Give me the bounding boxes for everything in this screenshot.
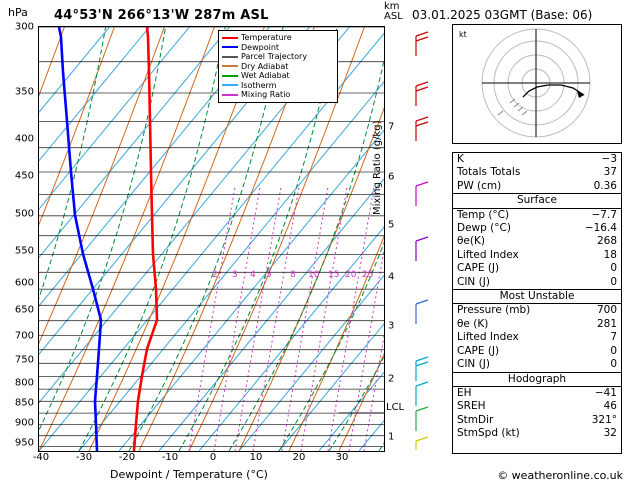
stat-label-cape-mu: CAPE (J) xyxy=(457,344,500,357)
mixing-ratio-label-2: 2 xyxy=(212,270,218,280)
x-axis-label: Dewpoint / Temperature (°C) xyxy=(110,468,268,481)
mixing-ratio-label-3: 3 xyxy=(232,270,238,280)
legend-label-isotherm: Isotherm xyxy=(241,80,277,90)
stat-row-cin-mu xyxy=(453,358,621,372)
svg-text:kt: kt xyxy=(459,30,467,39)
copyright-credit: © weatheronline.co.uk xyxy=(497,469,623,482)
stat-header-hodograph-label: Hodograph xyxy=(453,372,621,386)
stat-header-surface-label: Surface xyxy=(453,194,621,208)
stat-value-totals: 37 xyxy=(603,166,617,179)
xtick-30: 30 xyxy=(335,452,349,463)
kmtick-2: 2 xyxy=(388,373,395,385)
legend-label-dry-adiabat: Dry Adiabat xyxy=(241,61,289,71)
stat-row-thetae-sfc xyxy=(453,235,621,248)
stat-header-hodograph xyxy=(453,372,621,386)
stat-row-stmdir xyxy=(453,414,621,427)
stat-header-surface xyxy=(453,194,621,208)
ytick-950: 950 xyxy=(14,437,34,449)
stat-label-cape-sfc: CAPE (J) xyxy=(457,262,500,275)
legend-swatch-dewpoint xyxy=(222,46,238,48)
legend-swatch-temperature xyxy=(222,37,238,39)
kmtick-1: 1 xyxy=(388,431,395,443)
stat-value-pressure: 700 xyxy=(596,304,617,317)
legend-label-dewpoint: Dewpoint xyxy=(241,42,280,52)
stat-row-totals xyxy=(453,166,621,179)
legend-item-dry-adiabat xyxy=(222,62,334,72)
xtick--20: -20 xyxy=(118,452,136,463)
stat-value-li-mu: 7 xyxy=(610,331,617,344)
hodograph xyxy=(452,24,622,144)
stat-row-cin-sfc xyxy=(453,276,621,290)
legend-swatch-wet-adiabat xyxy=(222,75,238,77)
mixing-ratio-label-20: 20 xyxy=(345,270,357,280)
stat-label-thetae-mu: θe (K) xyxy=(457,317,489,330)
xtick--40: -40 xyxy=(32,452,50,463)
legend-label-temperature: Temperature xyxy=(241,33,292,42)
stat-row-li-mu xyxy=(453,331,621,344)
stat-row-k xyxy=(453,153,621,166)
stat-value-li-sfc: 18 xyxy=(603,248,617,261)
stat-value-stmdir: 321° xyxy=(591,413,617,426)
stat-row-stmspd xyxy=(453,427,621,440)
stat-label-thetae-sfc: θe(K) xyxy=(457,235,485,248)
stat-row-cape-sfc xyxy=(453,262,621,275)
legend-swatch-mixing-ratio xyxy=(222,94,238,96)
xtick--10: -10 xyxy=(161,452,179,463)
stat-row-cape-mu xyxy=(453,345,621,358)
ytick-300: 300 xyxy=(14,21,34,33)
ytick-500: 500 xyxy=(14,208,34,220)
stat-label-eh: EH xyxy=(457,386,472,399)
stat-row-thetae-mu xyxy=(453,318,621,331)
ytick-600: 600 xyxy=(14,277,34,289)
stat-label-cin-mu: CIN (J) xyxy=(457,358,490,371)
stat-value-cape-sfc: 0 xyxy=(610,262,617,275)
stat-value-temp: −7.7 xyxy=(591,208,617,221)
stat-value-cin-mu: 0 xyxy=(610,358,617,371)
mixing-ratio-label-25: 25 xyxy=(362,270,374,280)
stat-label-stmspd: StmSpd (kt) xyxy=(457,427,520,440)
km-axis-label: km ASL xyxy=(384,1,403,22)
ytick-800: 800 xyxy=(14,377,34,389)
stat-row-eh xyxy=(453,386,621,400)
legend-swatch-isotherm xyxy=(222,84,238,86)
kmtick-6: 6 xyxy=(388,171,395,183)
stat-row-pressure xyxy=(453,304,621,318)
ytick-450: 450 xyxy=(14,170,34,182)
mixing-ratio-label-5: 5 xyxy=(266,270,272,280)
ytick-550: 550 xyxy=(14,245,34,257)
mixing-ratio-label-15: 15 xyxy=(328,270,340,280)
ytick-400: 400 xyxy=(14,133,34,145)
stat-value-k: −3 xyxy=(601,153,617,165)
stat-label-pressure: Pressure (mb) xyxy=(457,304,531,317)
legend-item-temperature xyxy=(222,33,334,43)
xtick-10: 10 xyxy=(249,452,263,463)
stat-value-dewp: −16.4 xyxy=(584,222,617,235)
ytick-900: 900 xyxy=(14,417,34,429)
mixing-ratio-axis-label: Mixing Ratio (g/kg) xyxy=(372,120,383,215)
stat-row-temp xyxy=(453,208,621,222)
stat-label-stmdir: StmDir xyxy=(457,413,494,426)
hodograph-svg xyxy=(453,25,619,141)
kmtick-7: 7 xyxy=(388,121,395,133)
stat-row-sreh xyxy=(453,400,621,413)
xtick-20: 20 xyxy=(292,452,306,463)
stat-header-unstable-label: Most Unstable xyxy=(453,290,621,304)
pressure-unit-label: hPa xyxy=(8,6,28,19)
stat-label-li-sfc: Lifted Index xyxy=(457,248,519,261)
legend-label-wet-adiabat: Wet Adiabat xyxy=(241,71,290,80)
xtick-0: 0 xyxy=(209,452,217,463)
stat-value-thetae-sfc: 268 xyxy=(596,235,617,248)
kmtick-5: 5 xyxy=(388,219,395,231)
legend-label-parcel: Parcel Trajectory xyxy=(241,52,308,61)
mixing-ratio-label-10: 10 xyxy=(308,270,320,280)
stats-table xyxy=(453,153,621,441)
legend-item-mixing-ratio xyxy=(222,90,334,100)
stats-panel xyxy=(452,152,622,454)
legend-swatch-dry-adiabat xyxy=(222,65,238,67)
xtick--30: -30 xyxy=(75,452,93,463)
legend-item-dewpoint xyxy=(222,43,334,53)
legend-swatch-parcel xyxy=(222,56,238,58)
stat-row-li-sfc xyxy=(453,249,621,262)
legend-item-parcel xyxy=(222,52,334,62)
stat-label-cin-sfc: CIN (J) xyxy=(457,275,490,288)
stat-value-sreh: 46 xyxy=(603,400,617,413)
ytick-350: 350 xyxy=(14,86,34,98)
stat-value-cape-mu: 0 xyxy=(610,344,617,357)
run-title: 03.01.2025 03GMT (Base: 06) xyxy=(412,8,593,22)
stat-label-dewp: Dewp (°C) xyxy=(457,222,511,235)
ytick-850: 850 xyxy=(14,397,34,409)
stat-header-unstable xyxy=(453,290,621,304)
ytick-700: 700 xyxy=(14,330,34,342)
mixing-ratio-label-4: 4 xyxy=(250,270,256,280)
stat-label-k: K xyxy=(457,153,464,165)
wind-barb-column xyxy=(400,26,448,450)
stat-value-pw: 0.36 xyxy=(593,179,617,192)
stat-label-temp: Temp (°C) xyxy=(457,208,510,221)
kmtick-4: 4 xyxy=(388,271,395,283)
legend-item-wet-adiabat xyxy=(222,71,334,81)
station-title: 44°53'N 266°13'W 287m ASL xyxy=(54,8,269,23)
stat-value-eh: −41 xyxy=(594,386,617,399)
legend-label-mixing-ratio: Mixing Ratio xyxy=(241,90,291,99)
stat-label-pw: PW (cm) xyxy=(457,179,502,192)
stat-value-thetae-mu: 281 xyxy=(596,317,617,330)
mixing-ratio-label-8: 8 xyxy=(290,270,296,280)
legend-item-isotherm xyxy=(222,81,334,91)
lcl-label: LCL xyxy=(386,402,405,413)
stat-value-cin-sfc: 0 xyxy=(610,275,617,288)
ytick-650: 650 xyxy=(14,304,34,316)
stat-label-sreh: SREH xyxy=(457,400,486,413)
stat-row-dewp xyxy=(453,222,621,235)
stat-value-stmspd: 32 xyxy=(603,427,617,440)
stat-row-pw xyxy=(453,180,621,194)
kmtick-3: 3 xyxy=(388,320,395,332)
stat-label-li-mu: Lifted Index xyxy=(457,331,519,344)
stat-label-totals: Totals Totals xyxy=(457,166,521,179)
ytick-750: 750 xyxy=(14,354,34,366)
legend xyxy=(218,30,338,103)
